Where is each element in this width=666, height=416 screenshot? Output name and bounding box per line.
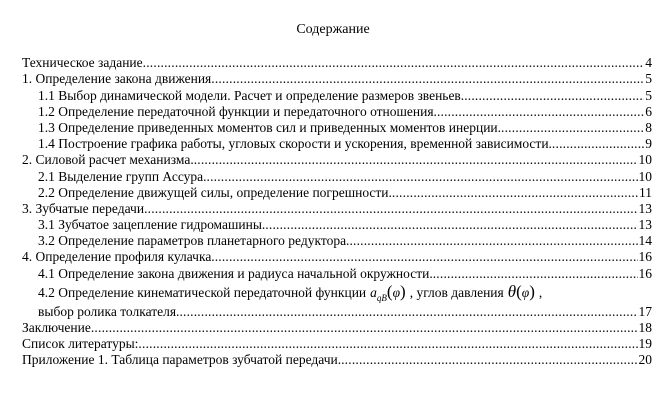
formula-a-sub: qB: [376, 292, 387, 303]
toc-entry[interactable]: [22, 265, 652, 281]
toc-page-number: 17: [638, 303, 652, 319]
dot-leader: [144, 201, 637, 217]
formula-theta: θ ( φ ): [507, 282, 535, 302]
toc-entry-label: 1.3 Определение приведенных моментов сил и приведенных моментов инерции.: [38, 119, 502, 135]
toc-entry-label: Приложение 1. Таблица параметров зубчатой передачи.: [22, 352, 342, 368]
toc-entry-label: 2.2 Определение движущей силы, определение погрешности.: [38, 184, 392, 200]
table-of-contents: [22, 55, 652, 368]
toc-page-number: 20: [638, 352, 652, 368]
toc-page-number: 14: [638, 233, 652, 249]
toc-entry[interactable]: [22, 336, 652, 352]
dot-leader: [341, 352, 637, 368]
toc-entry-4-2-line2-text: выбор ролика толкателя.: [38, 303, 180, 319]
toc-entry[interactable]: [22, 71, 652, 87]
toc-entry-label: 4. Определение профиля кулачка.: [22, 249, 215, 265]
toc-entry[interactable]: [22, 185, 652, 201]
toc-entry-4-2-line2: [38, 304, 652, 320]
toc-entry-label: 4.1 Определение закона движения и радиуса начальной окружности.: [38, 265, 433, 281]
toc-entry[interactable]: [22, 120, 652, 136]
toc-page-number: 6: [645, 103, 652, 119]
toc-entry[interactable]: [22, 320, 652, 336]
formula-a-arg: φ: [392, 284, 401, 300]
toc-entry[interactable]: [22, 136, 652, 152]
toc-entry[interactable]: [22, 87, 652, 103]
dot-leader: [194, 152, 638, 168]
toc-entry[interactable]: [22, 168, 652, 184]
toc-entry[interactable]: [22, 352, 652, 368]
toc-entry[interactable]: [22, 55, 652, 71]
toc-page-number: 16: [638, 265, 652, 281]
toc-page-number: 10: [638, 152, 652, 168]
toc-entry-label: Список литературы:: [22, 336, 139, 351]
toc-entry-4-2-text-3: ,: [538, 284, 543, 300]
toc-entry-label: 1.1 Выбор динамической модели. Расчет и определение размеров звеньев.: [38, 87, 465, 103]
toc-page-number: 13: [638, 200, 652, 216]
toc-entry[interactable]: [22, 104, 652, 120]
dot-leader: [265, 217, 637, 233]
dot-leader: [207, 169, 638, 185]
formula-a-main: a: [370, 284, 377, 300]
toc-entry-label: 1.2 Определение передаточной функции и передаточного отношения.: [38, 103, 437, 119]
toc-entry-label: 1.4 Построение графика работы, угловых скорости и ускорения, временной зависимости.: [38, 136, 552, 152]
toc-page-number: 4: [645, 55, 652, 71]
page-title: Содержание: [296, 22, 370, 37]
dot-leader: [143, 55, 645, 71]
toc-entry-label: Техническое задание: [22, 55, 143, 71]
toc-entry-label: Заключение: [22, 319, 91, 335]
dot-leader: [215, 249, 638, 265]
toc-entry-label: 3.2 Определение параметров планетарного редуктора.: [38, 233, 350, 249]
dot-leader: [179, 304, 637, 320]
toc-page-number: 11: [639, 184, 652, 200]
toc-page-number: 13: [638, 217, 652, 233]
dot-leader: [464, 88, 644, 104]
toc-page-number: 9: [645, 136, 652, 152]
toc-entry[interactable]: [22, 217, 652, 233]
dot-leader: [392, 185, 638, 201]
dot-leader: [211, 71, 644, 87]
toc-entry-label: 2. Силовой расчет механизма.: [22, 152, 194, 168]
toc-entry[interactable]: [22, 152, 652, 168]
dot-leader: [552, 136, 644, 152]
dot-leader: [437, 104, 644, 120]
toc-page-number: 8: [645, 119, 652, 135]
toc-entry-4-2[interactable]: [22, 282, 652, 320]
dot-leader: [501, 120, 644, 136]
toc-entry-4-2-text-2: , углов давления: [409, 284, 504, 300]
toc-entry[interactable]: [22, 233, 652, 249]
formula-theta-arg: φ: [521, 285, 530, 301]
dot-leader: [433, 266, 638, 282]
toc-page-number: 5: [645, 87, 652, 103]
toc-entry-label: 1. Определение закона движения: [22, 71, 212, 87]
toc-entries-head: [22, 55, 652, 282]
dot-leader: [138, 336, 637, 352]
dot-leader: [91, 320, 638, 336]
formula-theta-main: θ: [507, 282, 517, 302]
toc-entry-label: 3.1 Зубчатое зацепление гидромашины.: [38, 217, 266, 233]
toc-page-number: 5: [645, 71, 652, 87]
toc-entry-4-2-body: [38, 282, 652, 320]
toc-page-number: 10: [638, 168, 652, 184]
toc-page-number: 19: [638, 336, 652, 351]
dot-leader: [349, 233, 637, 249]
toc-entries-tail: [22, 320, 652, 369]
toc-entry[interactable]: [22, 201, 652, 217]
toc-page-number: 18: [638, 319, 652, 335]
formula-a-qB: a qB ( φ ): [370, 284, 406, 302]
toc-entry[interactable]: [22, 249, 652, 265]
toc-page-number: 16: [638, 249, 652, 265]
toc-entry-4-2-text: 4.2 Определение кинематической передаточной функции: [38, 284, 367, 300]
toc-entry-label: 3. Зубчатые передачи: [22, 200, 145, 216]
toc-entry-4-2-line1: [38, 282, 652, 304]
toc-entry-label: 2.1 Выделение групп Ассура.: [38, 168, 207, 184]
